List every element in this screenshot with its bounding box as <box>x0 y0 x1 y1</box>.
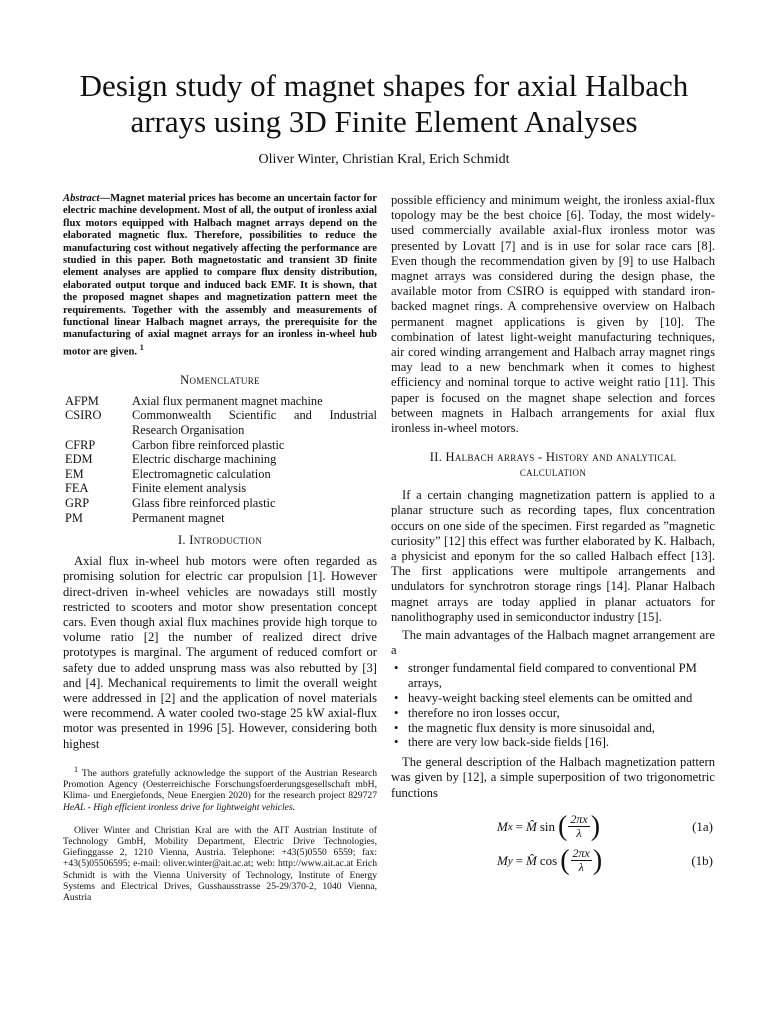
nomenclature-row <box>65 467 377 482</box>
nomenclature-definition: Electric discharge machining <box>132 452 277 467</box>
abstract <box>63 193 377 359</box>
magnetization-paragraph: The general description of the Halbach magnetization pattern was given by [12], a simple superposition of two trigonometric functions <box>391 755 715 800</box>
nomenclature-abbreviation: EM <box>65 466 84 481</box>
equation-subscript: y <box>507 854 513 867</box>
nomenclature-definition: Axial flux permanent magnet machine <box>132 393 323 408</box>
abstract-label: Abstract <box>63 193 100 204</box>
advantages-list <box>391 661 715 750</box>
intro-continued-paragraph: possible efficiency and minimum weight, the ironless axial-flux topology may be the best choice [6]. Today, the most widely-used commercially available axial-flux ironless motor was presented by Lovatt [7] and is in use for solar race cars [8]. Even though the recommendation given by [9] to use Halbach magnet arrays was considered during the design phase, the available motor from CSIRO is equipped with standard iron-backed magnet rings. A comprehensive overview on Halbach permanent magnet applications is given by [10]. The combination of latest light-weight manufacturing techniques, air cored winding arrangement and Halbach array magnet rings may lead to a new benchmark when it comes to highest efficiency and nominal torque to active weight ratio [11]. This paper is focused on the magnet shape selection and forces between magnets in Halbach arrangements for axial flux ironless in-wheel motors. <box>391 193 715 436</box>
funding-footnote-text: The authors gratefully acknowledge the support of the Austrian Research Promotion Agency (Oesterreichische Forschungsfoerderungsgesellschaft mbH, Klima- und Energiefonds, Neue Energien 2020) for the research project 829727 <box>63 767 377 802</box>
funding-footnote <box>63 764 377 813</box>
right-column <box>391 193 715 877</box>
equation-number: (1a) <box>692 818 713 834</box>
nomenclature-abbreviation: CSIRO <box>65 408 102 423</box>
nomenclature-abbreviation: PM <box>65 510 83 525</box>
list-item: • therefore no iron losses occur, <box>394 706 715 721</box>
nomenclature-definition: Finite element analysis <box>132 481 247 496</box>
section2-heading-line1: II. Halbach arrays - History and analytical <box>429 450 677 465</box>
nomenclature-definition: Electromagnetic calculation <box>132 466 271 481</box>
advantages-intro-paragraph: The main advantages of the Halbach magnet arrangement are a <box>391 628 715 658</box>
abstract-text: —Magnet material prices has become an uncertain factor for electric machine development. Most of all, the output of ironless axial flux motors equipped with Halbach magnet arrays depend on the elaborated magnetic flux. Therefore, possibilities to reduce the manufacturing cost without negatively affecting the performance are studied in this paper. Both magnetostatic and transient 3D finite element analyses are applied to compare flux density distribution, elaborated output torque and induced back EMF. It is shown, that the proposed magnet shapes and magnetization pattern meet the requirements. Together with the assembly and measurements of functional linear Halbach magnet arrays, the prerequisite for the manufacturing of axial magnet arrays for an ironless in-wheel hub motor are given. <box>63 193 377 358</box>
list-item: • stronger fundamental field compared to conventional PM arrays, <box>394 661 715 691</box>
equation-function: sin <box>539 818 556 834</box>
section2-heading <box>391 450 715 480</box>
equation-1b: M y = M̂ cos ( $\frac{2\pi x}{\lambda}$ ) (1b) <box>497 844 713 876</box>
equation-1a: M x = M̂ sin ( $\frac{2\pi x}{\lambda}$ ) (1a) <box>497 810 713 842</box>
nomenclature-abbreviation: FEA <box>65 481 89 496</box>
nomenclature-row <box>65 394 377 409</box>
nomenclature-table <box>65 394 377 525</box>
list-item: • the magnetic flux density is more sinusoidal and, <box>394 721 715 736</box>
nomenclature-definition: Commonwealth Scientific and Industrial Research Organisation <box>132 408 377 437</box>
equation-function: cos <box>539 852 558 868</box>
equation-number: (1b) <box>691 852 713 868</box>
paper-title: Design study of magnet shapes for axial Halbach arrays using 3D Finite Element Analyses <box>79 68 689 139</box>
nomenclature-definition: Glass fibre reinforced plastic <box>132 495 276 510</box>
nomenclature-abbreviation: AFPM <box>65 393 99 408</box>
abstract-footnote-mark: 1 <box>139 342 144 352</box>
equation-denominator: λ <box>578 860 584 875</box>
nomenclature-abbreviation: CFRP <box>65 437 96 452</box>
funding-footnote-mark: 1 <box>74 764 78 774</box>
nomenclature-row <box>65 481 377 496</box>
nomenclature-row <box>65 438 377 453</box>
nomenclature-row <box>65 496 377 511</box>
list-item: • heavy-weight backing steel elements can be omitted and <box>394 691 715 706</box>
nomenclature-abbreviation: GRP <box>65 495 90 510</box>
affiliations-footnote: Oliver Winter and Christian Kral are with the AIT Austrian Institute of Technology GmbH, Mobility Department, Electric Drive Technologies, Giefinggasse 2, 1210 Vienna, Austria. Telephone: +43(5)0550 6559; fax: +43(5)05506595; e-mail: oliver.winter@ait.ac.at; web: http://www.ait.ac.at Erich Schmidt is with the Vienna University of Technology, Institute of Energy Systems and Electrical Drives, Gusshausstrasse 25-29/370-2, 1040 Vienna, Austria <box>63 824 377 904</box>
introduction-heading: I. Introduction <box>177 533 263 548</box>
section2-heading-line2: calculation <box>519 465 587 480</box>
left-column <box>63 193 377 903</box>
equation-numerator: 2πx <box>572 846 590 861</box>
author-list: Oliver Winter, Christian Kral, Erich Schmidt <box>258 152 510 167</box>
nomenclature-heading: Nomenclature <box>180 372 260 387</box>
equation-subscript: x <box>507 820 513 833</box>
nomenclature-row <box>65 511 377 526</box>
equation-lhs: M <box>497 852 508 868</box>
introduction-paragraph: Axial flux in-wheel hub motors were often regarded as promising solution for electric car propulsion [1]. However direct-driven in-wheel vehicles are nowadays still mostly restricted to scooters and motor show presentation concept cars. Even though axial flux machines provide high torque to volume ratio [2] the number of realized direct drive prototypes is marginal. The argument of reduced comfort or safety due to added unsprung mass was also rebutted by [3] and [4]. Mechanical requirements to limit the overall weight were addressed in [2] and the application of novel materials were recommend. A water cooled two-stage 25 kW axial-flux motor was presented in 1996 [5]. However, considering both highest <box>63 554 377 751</box>
equation-block <box>391 811 715 877</box>
equation-numerator: 2πx <box>570 812 588 827</box>
nomenclature-row <box>65 408 377 437</box>
equation-lhs: M <box>497 818 508 834</box>
list-item: • there are very low back-side fields [16]. <box>394 735 715 750</box>
funding-footnote-project: HeAL - High efficient ironless drive for lightweight vehicles. <box>63 801 296 813</box>
equation-denominator: λ <box>576 826 582 841</box>
halbach-history-paragraph: If a certain changing magnetization pattern is applied to a planar structure such as recording tapes, flux concentration occurs on one side of the specimen. First regarded as ”magnetic curiosity” [12] this effect was further elaborated by K. Halbach, a physicist and eponym for the so called Halbach effect [13]. The first applications were multipole arrangements and undulators for synchrotron storage rings [14]. Planar Halbach magnet arrays are today applied in planar actuators for nanolithography used in semiconductor industry [15]. <box>391 488 715 624</box>
nomenclature-definition: Permanent magnet <box>132 510 225 525</box>
nomenclature-definition: Carbon fibre reinforced plastic <box>132 437 285 452</box>
nomenclature-abbreviation: EDM <box>65 452 93 467</box>
nomenclature-row <box>65 452 377 467</box>
